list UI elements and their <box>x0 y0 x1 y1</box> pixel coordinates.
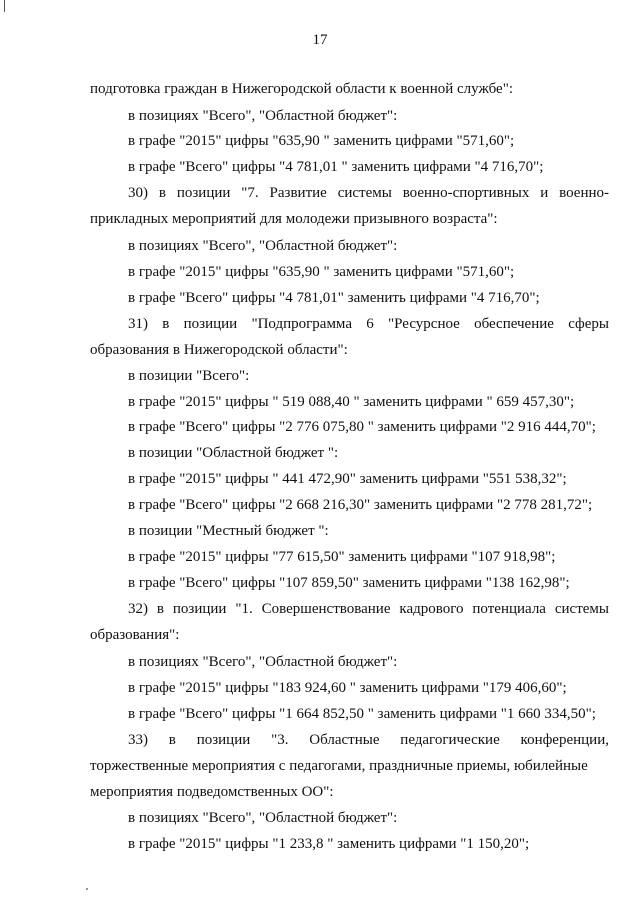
text-line: в позициях "Всего", "Областной бюджет": <box>128 238 398 254</box>
text-line: 31) в позиции "Подпрограмма 6 "Ресурсное обеспечение сферы <box>128 316 609 332</box>
text-line: в позиции "Областной бюджет ": <box>128 445 339 461</box>
text-line: в позициях "Всего", "Областной бюджет": <box>128 810 398 826</box>
text-line: в позициях "Всего", "Областной бюджет": <box>128 108 398 124</box>
text-line: в графе "Всего" цифры "4 781,01 " заменить цифрами "4 716,70"; <box>128 159 544 175</box>
scan-speck <box>86 888 88 890</box>
text-line: подготовка граждан в Нижегородской области к военной службе": <box>90 81 513 97</box>
text-line: в графе "Всего" цифры "2 668 216,30" заменить цифрами "2 778 281,72"; <box>128 497 593 513</box>
page-number: 17 <box>312 32 328 48</box>
text-line: 33) в позиции "3. Областные педагогические конференции, <box>128 732 609 748</box>
text-line: в графе "2015" цифры "1 233,8 " заменить цифрами "1 150,20"; <box>128 836 530 852</box>
text-line: в графе "Всего" цифры "107 859,50" заменить цифрами "138 162,98"; <box>128 575 570 591</box>
text-line: в позиции "Местный бюджет ": <box>128 523 329 539</box>
text-line: в графе "Всего" цифры "1 664 852,50 " заменить цифрами "1 660 334,50"; <box>128 706 596 722</box>
text-line: в графе "2015" цифры "183 924,60 " заменить цифрами "179 406,60"; <box>128 680 567 696</box>
text-line: в графе "Всего" цифры "2 776 075,80 " заменить цифрами "2 916 444,70"; <box>128 419 596 435</box>
text-line: мероприятия подведомственных ОО": <box>90 784 334 800</box>
text-line: в графе "2015" цифры "635,90 " заменить цифрами "571,60"; <box>128 133 515 149</box>
text-line: в графе "2015" цифры " 519 088,40 " заменить цифрами " 659 457,30"; <box>128 394 575 410</box>
text-line: в графе "Всего" цифры "4 781,01" заменить цифрами "4 716,70"; <box>128 290 540 306</box>
scan-edge-mark <box>4 0 5 12</box>
text-line: торжественные мероприятия с педагогами, праздничные приемы, юбилейные <box>90 758 588 774</box>
text-line: прикладных мероприятий для молодежи призывного возраста": <box>90 211 498 227</box>
text-line: в позициях "Всего", "Областной бюджет": <box>128 654 398 670</box>
text-line: в графе "2015" цифры "77 615,50" заменить цифрами "107 918,98"; <box>128 549 556 565</box>
text-line: образования в Нижегородской области": <box>90 342 348 358</box>
text-line: в графе "2015" цифры "635,90 " заменить цифрами "571,60"; <box>128 264 515 280</box>
text-line: в графе "2015" цифры " 441 472,90" заменить цифрами "551 538,32"; <box>128 471 567 487</box>
text-line: 30) в позиции "7. Развитие системы военно-спортивных и военно- <box>128 185 609 201</box>
text-line: 32) в позиции "1. Совершенствование кадрового потенциала системы <box>128 601 609 617</box>
text-line: в позиции "Всего": <box>128 368 250 384</box>
text-line: образования": <box>90 627 180 643</box>
